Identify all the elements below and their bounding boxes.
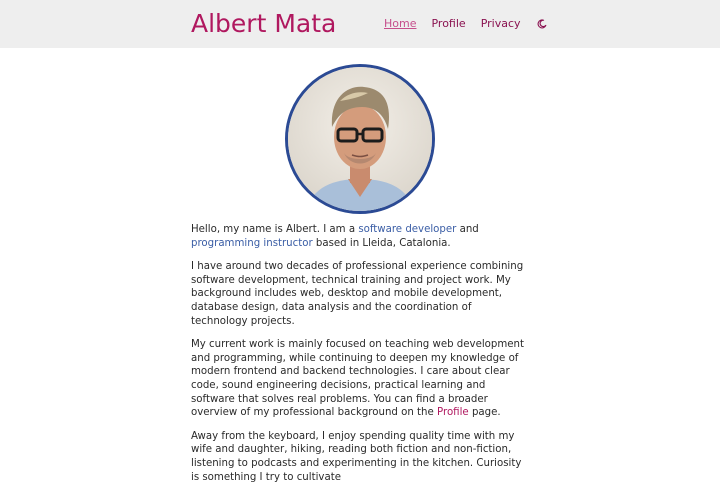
experience-paragraph: I have around two decades of professional experience combining software development, technical training and project work. My background includes web, desktop and mobile development, database design, data analysis and the coordination of technology projects. — [191, 261, 524, 327]
nav-profile[interactable]: Profile — [431, 17, 466, 30]
intro-paragraph: Hello, my name is Albert. I am a software developer and programming instructor based in Lleida, Catalonia. — [191, 224, 479, 249]
profile-link[interactable]: Profile — [437, 407, 469, 419]
personal-paragraph: Away from the keyboard, I enjoy spending quality time with my wife and daughter, hiking, reading both fiction and non-fiction, listening to podcasts and experimenting in the kitchen. Curiosity is something I try to cultivate — [191, 430, 522, 483]
main-nav — [384, 16, 548, 32]
site-header — [0, 0, 720, 48]
moon-icon — [537, 19, 547, 29]
programming-instructor-link[interactable]: programming instructor — [191, 237, 313, 249]
current-work-paragraph: My current work is mainly focused on teaching web development and programming, while continuing to deepen my knowledge of modern frontend and backend technologies. I care about clear code, sound engineering decisions, practical learning and software that solves real problems. You can find a broader overview of my professional background on the Profile page. — [191, 339, 525, 419]
software-developer-link[interactable]: software developer — [358, 224, 457, 235]
theme-toggle-button[interactable] — [536, 16, 548, 32]
nav-privacy[interactable]: Privacy — [480, 17, 521, 30]
avatar — [285, 64, 435, 214]
nav-home[interactable]: Home — [384, 17, 417, 30]
profile-photo — [288, 67, 432, 211]
main-content — [191, 223, 531, 494]
site-title[interactable]: Albert Mata — [191, 9, 337, 38]
